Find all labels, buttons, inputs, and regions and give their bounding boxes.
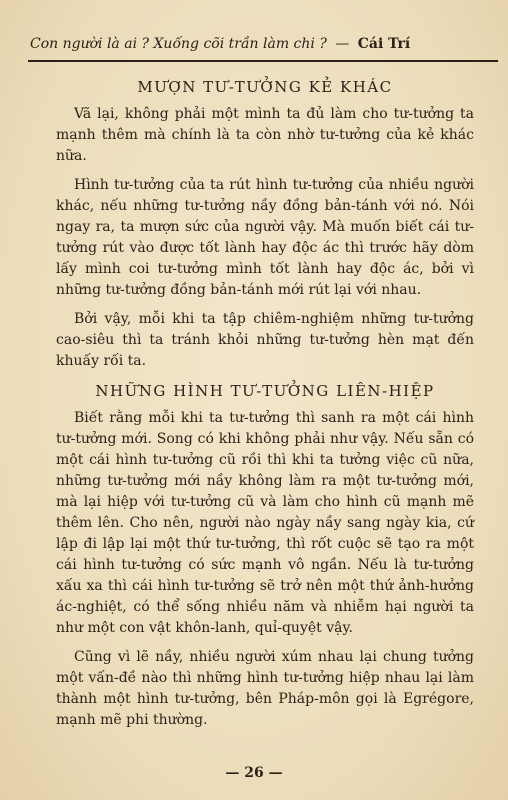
paragraph: Biết rằng mỗi khi ta tư-tưởng thì sanh ra một cái hình tư-tưởng mới. Song có khi không phải như vậy. Nếu sẵn có một cái hình tư-tưởng cũ rồi thì khi ta tưởng việc cũ nữa, những tư-tưởng mới nầy không làm ra một tư-tưởng mới, mà lại hiệp với tư-tưởng cũ và làm cho hình cũ mạnh mẽ thêm lên. Cho nên, người nào ngày nầy sang ngày kia, cứ lập đi lập lại một thứ tư-tưởng, thì rốt cuộc sẽ tạo ra một cái hình tư-tưởng có sức mạnh vô ngần. Nếu là tư-tưởng xấu xa thì cái hình tư-tưởng sẽ trở nên một thứ ảnh-hưởng ác-nghiệt, có thể sống nhiều năm và nhiễm hại người ta như một con vật khôn-lanh, quỉ-quyệt vậy. xyxy=(56,410,474,636)
header-rule xyxy=(28,60,498,62)
paragraph: Cũng vì lẽ nầy, nhiều người xúm nhau lại chung tưởng một vấn-đề nào thì những hình tư-tưởng hiệp nhau lại làm thành một hình tư-tưởng, bên Pháp-môn gọi là Egrégore, mạnh mẽ phi thường. xyxy=(56,649,474,728)
header-title: Con người là ai ? Xuống cõi trần làm chi ? xyxy=(30,36,327,52)
paragraph: Vã lại, không phải một mình ta đủ làm cho tư-tưởng ta mạnh thêm mà chính là ta còn nhờ tư-tưởng của kẻ khác nữa. xyxy=(56,106,474,164)
paragraph: Bởi vậy, mỗi khi ta tập chiêm-nghiệm những tư-tưởng cao-siêu thì ta tránh khỏi những tư-tưởng hèn mạt đến khuấy rối ta. xyxy=(56,311,474,369)
page-body xyxy=(56,68,474,739)
section-heading: MƯỢN TƯ-TƯỞNG KẺ KHÁC xyxy=(137,78,393,96)
header-author: Cái Trí xyxy=(357,36,411,52)
running-header xyxy=(30,36,498,52)
header-dash: — xyxy=(335,36,350,52)
page-number: — 26 — xyxy=(225,765,283,781)
section-heading: NHỮNG HÌNH TƯ-TƯỞNG LIÊN-HIỆP xyxy=(95,382,435,400)
paragraph: Hình tư-tưởng của ta rút hình tư-tưởng của nhiều người khác, nếu những tư-tưởng nầy đồng bản-tánh với nó. Nói ngay ra, ta mượn sức của người vậy. Mà muốn biết cái tư-tưởng rút vào được tốt lành hay độc ác thì trước hãy dòm lấy mình coi tư-tưởng mình tốt lành hay độc ác, bởi vì những tư-tưởng đồng bản-tánh mới rút lại với nhau. xyxy=(56,177,474,298)
